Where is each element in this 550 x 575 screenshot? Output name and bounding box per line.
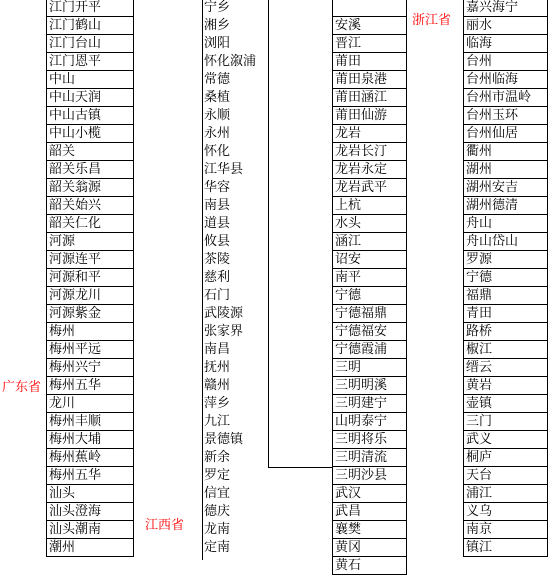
table-cell: 襄樊 bbox=[332, 521, 407, 539]
table-cell: 莆田涵江 bbox=[332, 89, 407, 107]
table-cell: 桐庐 bbox=[463, 449, 548, 467]
table-cell: 三明清流 bbox=[332, 449, 407, 467]
table-cell: 梅州五华 bbox=[46, 467, 134, 485]
table-cell: 壶镇 bbox=[463, 395, 548, 413]
table-cell: 龙岩武平 bbox=[332, 179, 407, 197]
table-cell: 怀化 bbox=[204, 144, 231, 159]
table-cell: 龙川 bbox=[46, 395, 134, 413]
table-cell: 三明沙县 bbox=[332, 467, 407, 485]
table-cell: 衢州 bbox=[463, 143, 548, 161]
table-cell: 武汉 bbox=[332, 485, 407, 503]
table-cell: 莆田泉港 bbox=[332, 71, 407, 89]
table-cell: 山明泰宁 bbox=[332, 413, 407, 431]
table-cell: 黄冈 bbox=[332, 539, 407, 557]
table-cell: 嘉兴海宁 bbox=[463, 0, 548, 17]
table-cell: 梅州大埔 bbox=[46, 431, 134, 449]
table-cell: 南京 bbox=[463, 521, 548, 539]
table-cell: 桑植 bbox=[204, 90, 231, 105]
table-cell: 萍乡 bbox=[204, 396, 231, 411]
table-cell: 江门台山 bbox=[46, 35, 134, 53]
table-cell: 韶关翁源 bbox=[46, 179, 134, 197]
table-cell: 浏阳 bbox=[204, 36, 231, 51]
table-cell: 梅州 bbox=[46, 323, 134, 341]
table-cell: 上杭 bbox=[332, 197, 407, 215]
table-cell: 舟山岱山 bbox=[463, 233, 548, 251]
table-cell: 南平 bbox=[332, 269, 407, 287]
table-cell: 江门鹤山 bbox=[46, 17, 134, 35]
table-cell: 湖州 bbox=[463, 161, 548, 179]
table-cell: 晋江 bbox=[332, 35, 407, 53]
table-cell: 德庆 bbox=[204, 504, 231, 519]
table-cell: 韶关乐昌 bbox=[46, 161, 134, 179]
table-cell: 武昌 bbox=[332, 503, 407, 521]
grid-line bbox=[202, 0, 203, 560]
table-cell: 义乌 bbox=[463, 503, 548, 521]
table-cell: 慈利 bbox=[204, 270, 231, 285]
table-cell: 涵江 bbox=[332, 233, 407, 251]
table-cell: 怀化溆浦 bbox=[204, 54, 257, 69]
region-label-jiangxi: 江西省 bbox=[145, 518, 185, 533]
table-cell: 梅州平远 bbox=[46, 341, 134, 359]
table-cell: 天台 bbox=[463, 467, 548, 485]
table-cell: 张家界 bbox=[204, 324, 244, 339]
table-cell: 三明 bbox=[332, 359, 407, 377]
table-cell: 宁德霞浦 bbox=[332, 341, 407, 359]
table-cell: 路桥 bbox=[463, 323, 548, 341]
table-cell: 三门 bbox=[463, 413, 548, 431]
table-cell: 抚州 bbox=[204, 360, 231, 375]
table-cell: 缙云 bbox=[463, 359, 548, 377]
table-cell: 定南 bbox=[204, 540, 231, 555]
table-cell: 舟山 bbox=[463, 215, 548, 233]
table-cell: 永顺 bbox=[204, 108, 231, 123]
table-cell: 罗定 bbox=[204, 468, 231, 483]
table-cell: 茶陵 bbox=[204, 252, 231, 267]
table-cell: 潮州 bbox=[46, 539, 134, 557]
table-cell: 台州市温岭 bbox=[463, 89, 548, 107]
table-cell: 宁乡 bbox=[204, 0, 231, 15]
table-cell: 三明将乐 bbox=[332, 431, 407, 449]
table-cell: 龙岩 bbox=[332, 125, 407, 143]
table-cell: 江华县 bbox=[204, 162, 244, 177]
table-cell: 镇江 bbox=[463, 539, 548, 557]
table-cell: 莆田 bbox=[332, 53, 407, 71]
table-cell: 诏安 bbox=[332, 251, 407, 269]
table-cell: 台州玉环 bbox=[463, 107, 548, 125]
table-cell: 常德 bbox=[204, 72, 231, 87]
table-cell: 中山 bbox=[46, 71, 134, 89]
region-label-guangdong: 广东省 bbox=[2, 380, 42, 395]
table-cell: 台州临海 bbox=[463, 71, 548, 89]
region-label-zhejiang: 浙江省 bbox=[412, 13, 452, 28]
table-cell: 江门恩平 bbox=[46, 53, 134, 71]
table-cell: 汕头澄海 bbox=[46, 503, 134, 521]
table-cell: 江门开平 bbox=[46, 0, 134, 17]
table-cell: 中山小榄 bbox=[46, 125, 134, 143]
grid-line bbox=[268, 0, 269, 468]
table-cell: 黄岩 bbox=[463, 377, 548, 395]
table-cell: 石门 bbox=[204, 288, 231, 303]
table-cell: 宁德福鼎 bbox=[332, 305, 407, 323]
table-cell: 中山古镇 bbox=[46, 107, 134, 125]
table-cell: 浦江 bbox=[463, 485, 548, 503]
table-cell: 赣州 bbox=[204, 378, 231, 393]
table-cell: 龙岩长汀 bbox=[332, 143, 407, 161]
table-cell: 梅州兴宁 bbox=[46, 359, 134, 377]
table-cell: 龙南 bbox=[204, 522, 231, 537]
table-cell: 椒江 bbox=[463, 341, 548, 359]
table-cell: 宁德 bbox=[332, 287, 407, 305]
table-cell: 宁德福安 bbox=[332, 323, 407, 341]
table-cell: 韶关 bbox=[46, 143, 134, 161]
table-cell: 黄石 bbox=[332, 557, 407, 575]
table-cell: 道县 bbox=[204, 216, 231, 231]
table-cell: 罗源 bbox=[463, 251, 548, 269]
table-cell: 水头 bbox=[332, 215, 407, 233]
table-cell: 中山天润 bbox=[46, 89, 134, 107]
table-cell: 南县 bbox=[204, 198, 231, 213]
table-cell: 丽水 bbox=[463, 17, 548, 35]
table-cell: 河源紫金 bbox=[46, 305, 134, 323]
table-cell: 武陵源 bbox=[204, 306, 244, 321]
table-cell: 福鼎 bbox=[463, 287, 548, 305]
table-cell: 三明明溪 bbox=[332, 377, 407, 395]
table-cell: 莆田仙游 bbox=[332, 107, 407, 125]
table-cell: 青田 bbox=[463, 305, 548, 323]
table-cell: 临海 bbox=[463, 35, 548, 53]
table-cell: 湖州安吉 bbox=[463, 179, 548, 197]
table-cell: 韶关仁化 bbox=[46, 215, 134, 233]
table-cell: 南昌 bbox=[204, 342, 231, 357]
table-cell: 永州 bbox=[204, 126, 231, 141]
table-cell: 九江 bbox=[204, 414, 231, 429]
table-cell: 韶关始兴 bbox=[46, 197, 134, 215]
table-cell: 汕头 bbox=[46, 485, 134, 503]
table-cell: 梅州蕉岭 bbox=[46, 449, 134, 467]
table-cell: 河源 bbox=[46, 233, 134, 251]
table-cell: 湖州德清 bbox=[463, 197, 548, 215]
table-cell: 安溪 bbox=[332, 17, 407, 35]
table-cell bbox=[332, 0, 407, 17]
table-cell: 河源龙川 bbox=[46, 287, 134, 305]
table-cell: 攸县 bbox=[204, 234, 231, 249]
table-cell: 台州仙居 bbox=[463, 125, 548, 143]
table-cell: 三明建宁 bbox=[332, 395, 407, 413]
table-cell: 汕头潮南 bbox=[46, 521, 134, 539]
table-cell: 龙岩永定 bbox=[332, 161, 407, 179]
table-cell: 景德镇 bbox=[204, 432, 244, 447]
table-cell: 宁德 bbox=[463, 269, 548, 287]
table-cell: 信宜 bbox=[204, 486, 231, 501]
table-cell: 梅州五华 bbox=[46, 377, 134, 395]
table-cell: 台州 bbox=[463, 53, 548, 71]
table-cell: 华容 bbox=[204, 180, 231, 195]
table-cell: 河源和平 bbox=[46, 269, 134, 287]
table-cell: 河源连平 bbox=[46, 251, 134, 269]
table-cell: 湘乡 bbox=[204, 18, 231, 33]
grid-line bbox=[268, 467, 332, 468]
table-cell: 梅州丰顺 bbox=[46, 413, 134, 431]
table-cell: 武义 bbox=[463, 431, 548, 449]
table-cell: 新余 bbox=[204, 450, 231, 465]
